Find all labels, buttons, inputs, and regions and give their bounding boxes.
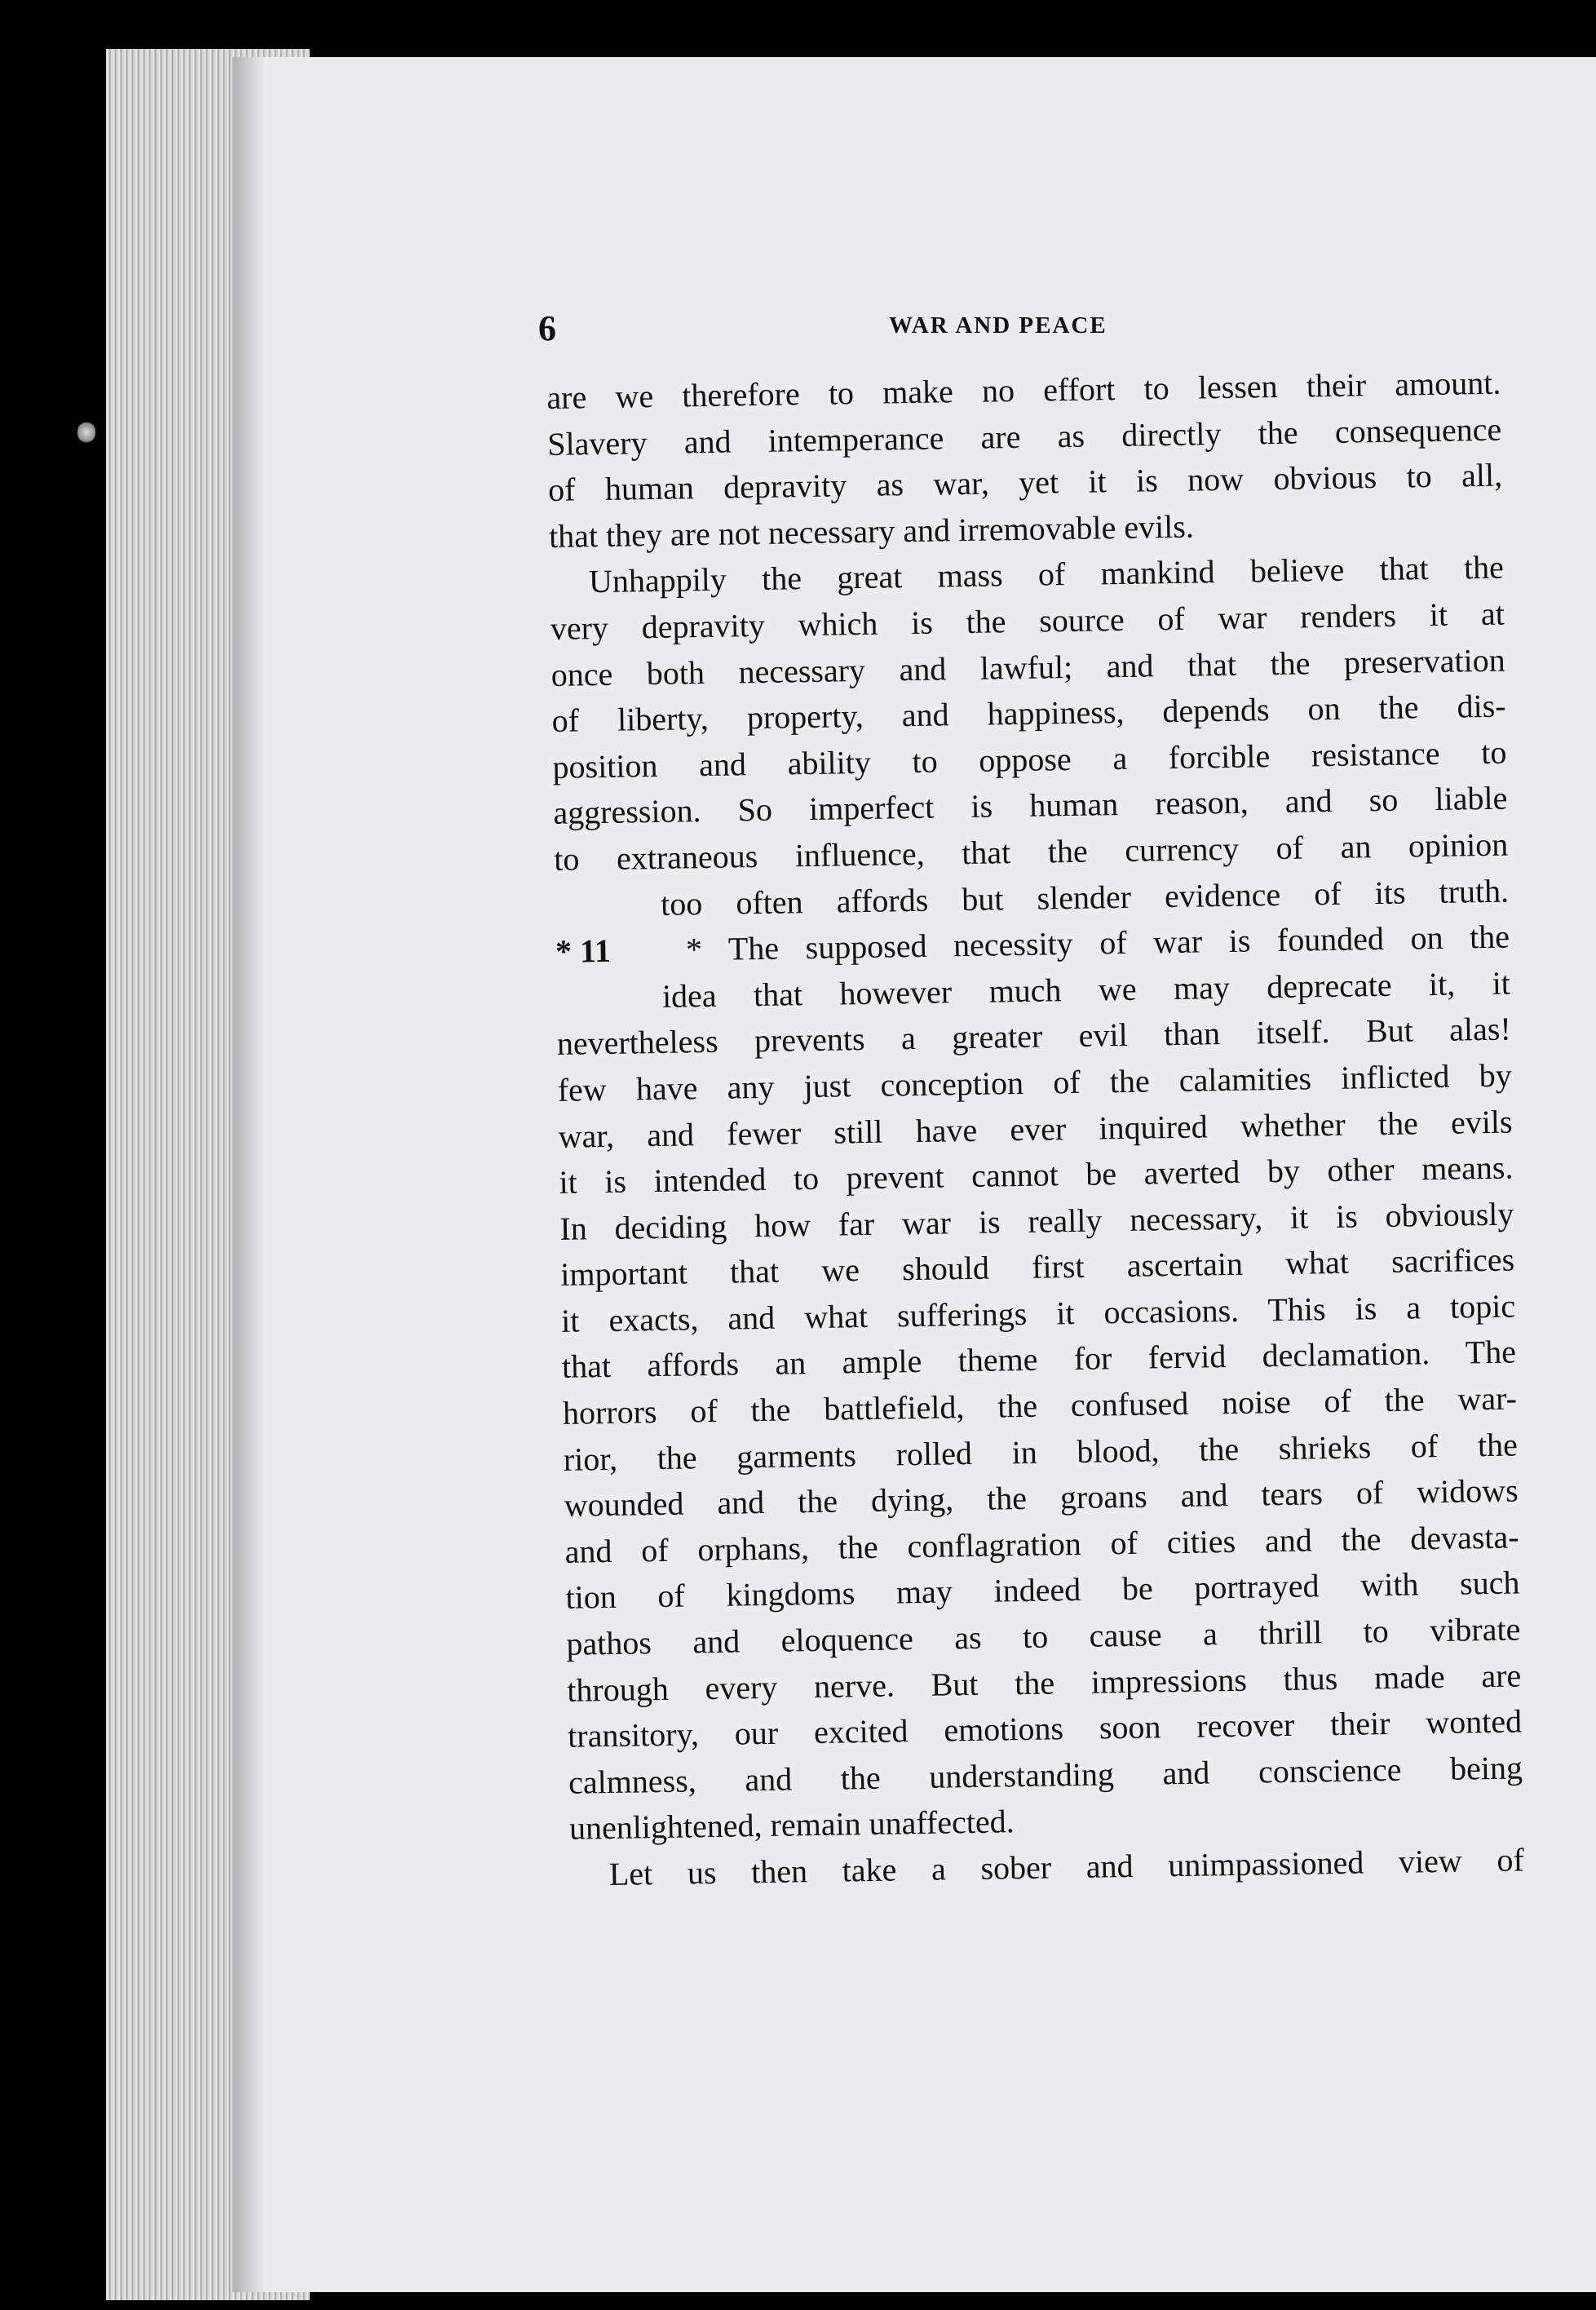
text-line: horrors of the battlefield, the confused noise of the war- xyxy=(562,1379,1518,1432)
text-line: Let us then take a sober and unimpassioned view of xyxy=(608,1841,1525,1893)
text-line: very depravity which is the source of war renders it at xyxy=(550,595,1505,647)
page-header xyxy=(538,306,1525,355)
text-line: wounded and the dying, the groans and tears of widows xyxy=(564,1471,1519,1525)
page-number: 6 xyxy=(538,308,556,348)
text-line: pathos and eloquence as to cause a thrill to vibrate xyxy=(566,1610,1521,1662)
text-line: few have any just conception of the calamities inflicted by xyxy=(557,1056,1512,1109)
text-line: * The supposed necessity of war is founded on the xyxy=(685,918,1510,968)
text-line: Unhappily the great mass of mankind believe that the xyxy=(588,548,1505,600)
text-line: are we therefore to make no effort to lessen their amount. xyxy=(546,364,1501,416)
text-line: and of orphans, the conflagration of cities and the devasta- xyxy=(564,1518,1519,1570)
text-line: of liberty, property, and happiness, depends on the dis- xyxy=(551,687,1506,740)
running-head: WAR AND PEACE xyxy=(889,312,1107,339)
scan-blemish xyxy=(77,420,95,445)
text-line: once both necessary and lawful; and that the preservation xyxy=(550,641,1505,693)
text-line: Slavery and intemperance are as directly the consequence xyxy=(546,410,1502,462)
text-line: war, and fewer still have ever inquired whether the evils xyxy=(558,1103,1513,1155)
text-line: nevertheless prevents a greater evil than itself. But alas! xyxy=(556,1010,1512,1063)
text-line: of human depravity as war, yet it is now obvious to all, xyxy=(547,456,1503,509)
text-line: transitory, our excited emotions soon recover their wonted xyxy=(567,1702,1523,1755)
text-line: position and ability to oppose a forcible resistance to xyxy=(552,733,1507,785)
text-line: tion of kingdoms may indeed be portrayed with such xyxy=(565,1564,1520,1617)
body-text xyxy=(546,361,1524,1899)
margin-note: * 11 xyxy=(555,932,612,971)
text-line: that they are not necessary and irremovable evils. xyxy=(548,507,1195,555)
text-line: unenlightened, remain unaffected. xyxy=(568,1803,1015,1848)
text-line: that affords an ample theme for fervid declamation. The xyxy=(561,1333,1517,1386)
text-line: important that we should first ascertain what sacrifices xyxy=(559,1241,1515,1294)
binding-shadow xyxy=(232,57,265,2292)
text-line: it exacts, and what sufferings it occasions. This is a topic xyxy=(560,1287,1516,1339)
text-line: idea that however much we may deprecate it, it xyxy=(661,964,1511,1015)
text-line: rior, the garments rolled in blood, the shrieks of the xyxy=(563,1426,1519,1478)
text-line: calmness, and the understanding and conscience being xyxy=(568,1749,1523,1801)
text-line: aggression. So imperfect is human reason, and so liable xyxy=(553,779,1508,832)
text-line: too often affords but slender evidence of its truth. xyxy=(660,872,1510,923)
text-line: it is intended to prevent cannot be averted by other means. xyxy=(559,1148,1514,1201)
text-line: In deciding how far war is really necessary, it is obviously xyxy=(559,1195,1514,1247)
text-line: to extraneous influence, that the currency of an opinion xyxy=(553,825,1509,878)
text-line: through every nerve. But the impressions thus made are xyxy=(566,1657,1522,1709)
